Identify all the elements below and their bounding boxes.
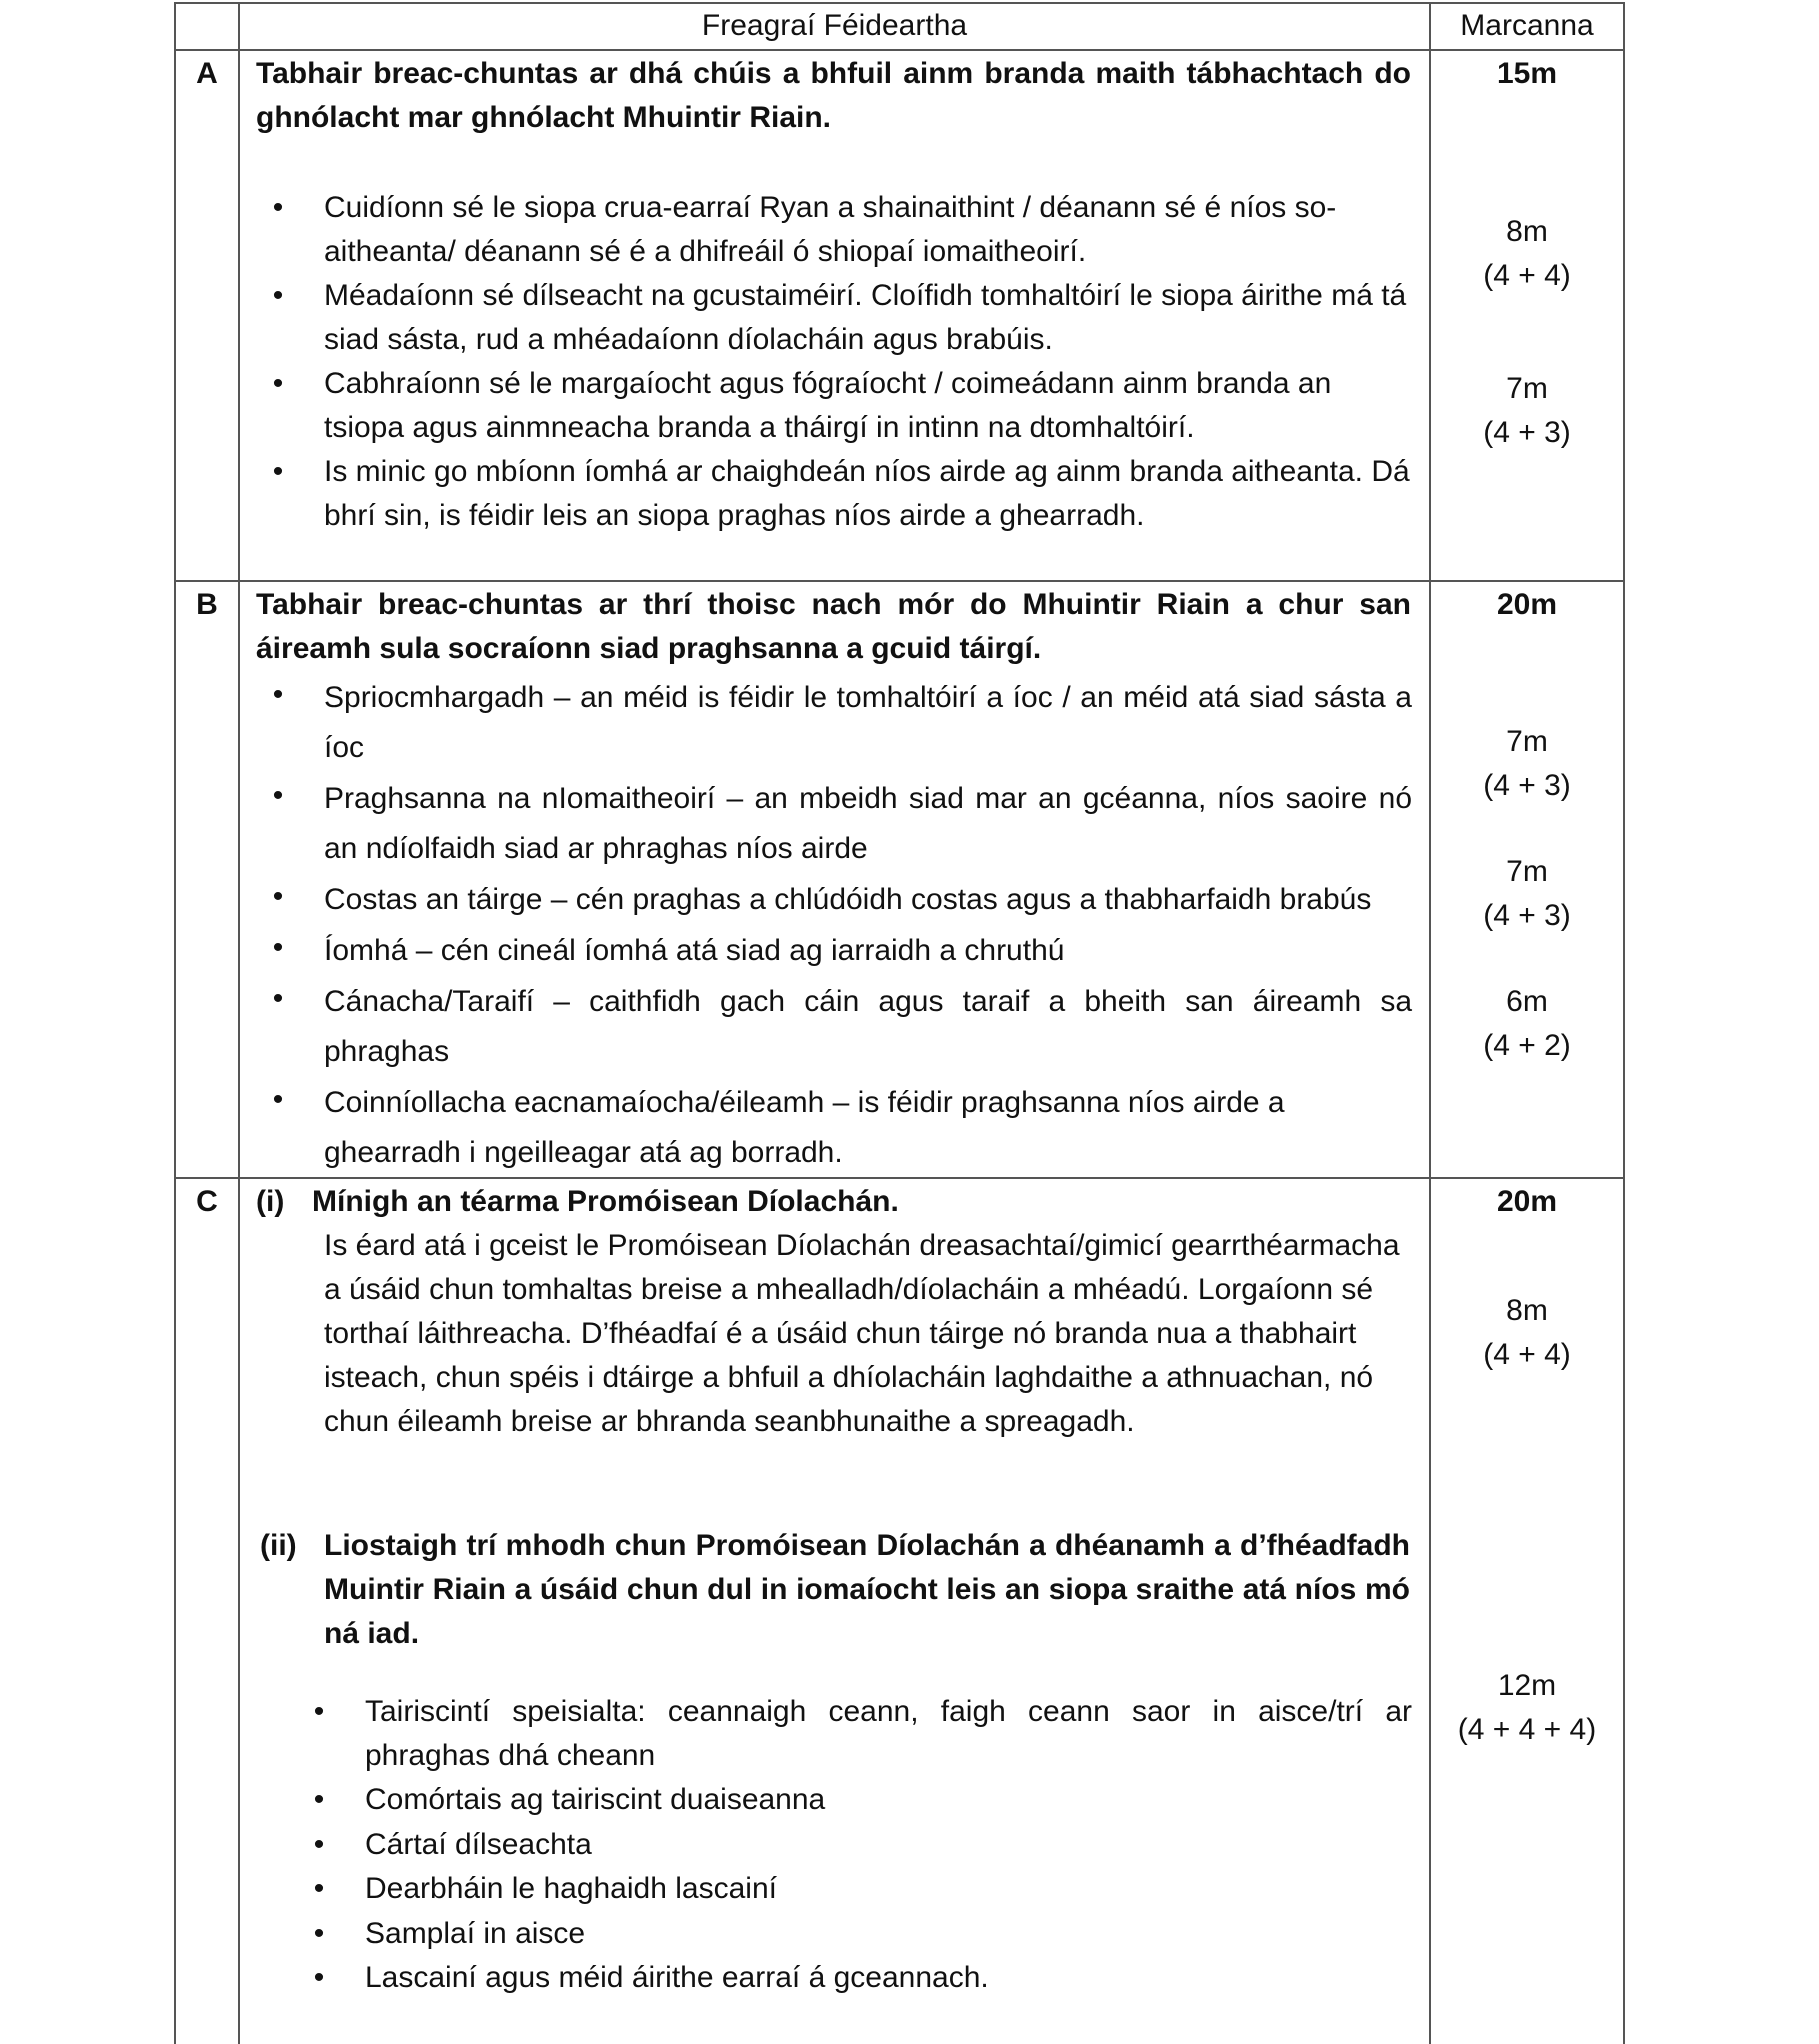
section-c-part2-mark-split: (4 + 4 + 4) [1457, 1713, 1597, 1746]
section-c-part1-label: (i) [256, 1185, 285, 1218]
section-a-mark-split: (4 + 4) [1483, 259, 1571, 292]
bullet-icon: • [272, 880, 284, 913]
bullet-icon: • [272, 367, 284, 400]
bullet-icon: • [272, 191, 284, 224]
section-a-total-marks: 15m [1496, 57, 1558, 90]
letter-column-border [238, 2, 240, 2044]
row-a-border [174, 580, 1624, 582]
section-c-part1-answer: Is éard atá i gceist le Promóisean Díolachán dreasachtaí/gimicí gearrthéarmacha a úsáid chun tomhaltas breise a mhealladh/díolacháin a mhéadú. Lorgaíonn sé torthaí láithreacha. D’fhéadfaí é a úsáid chun táirge nó branda nua a thabhairt isteach, chun spéis i dtáirge a bhfuil a dhíolacháin laghdaithe a athnuachan, nó chun éileamh breise ar bhranda seanbhunaithe a spreagadh. [324, 1229, 1400, 1438]
section-b-bullet: Spriocmhargadh – an méid is féidir le tomhaltóirí a íoc / an méid atá siad sásta a íoc [324, 681, 1412, 764]
section-c-part2-label: (ii) [260, 1529, 297, 1562]
section-a-mark-split: (4 + 3) [1483, 416, 1571, 449]
section-c-letter: C [196, 1185, 218, 1218]
bullet-icon: • [272, 982, 284, 1015]
bullet-icon: • [313, 1917, 325, 1950]
section-b-bullet: Praghsanna na nIomaitheoirí – an mbeidh siad mar an gcéanna, níos saoire nó an ndíolfaidh siad ar phraghas níos airde [324, 782, 1412, 865]
section-c-part2-bullet: Tairiscintí speisialta: ceannaigh ceann, faigh ceann saor in aisce/trí ar phraghas dhá cheann [365, 1695, 1412, 1772]
section-a-question: Tabhair breac-chuntas ar dhá chúis a bhfuil ainm branda maith tábhachtach do ghnólacht mar ghnólacht Mhuintir Riain. [256, 57, 1411, 134]
section-c-total-marks: 20m [1496, 1185, 1558, 1218]
bullet-icon: • [313, 1961, 325, 1994]
header-marks: Marcanna [1460, 9, 1594, 42]
section-c-part1-mark-split: (4 + 4) [1483, 1338, 1571, 1371]
section-a-mark-value: 8m [1506, 215, 1548, 248]
section-c-part2-question: Liostaigh trí mhodh chun Promóisean Díolachán a dhéanamh a d’fhéadfadh Muintir Riain a úsáid chun dul in iomaíocht leis an siopa sraithe atá níos mó ná iad. [324, 1529, 1410, 1650]
section-b-bullet: Costas an táirge – cén praghas a chlúdóidh costas agus a thabharfaidh brabús [324, 883, 1372, 916]
section-b-letter: B [196, 588, 218, 621]
section-b-mark-value: 6m [1506, 985, 1548, 1018]
section-c-part2-bullet: Dearbháin le haghaidh lascainí [365, 1872, 777, 1905]
bullet-icon: • [313, 1783, 325, 1816]
header-row-border [174, 49, 1624, 51]
bullet-icon: • [313, 1695, 325, 1728]
section-b-mark-value: 7m [1506, 725, 1548, 758]
table-left-border [174, 2, 176, 2044]
section-c-part2-bullet: Samplaí in aisce [365, 1917, 586, 1950]
section-c-part1-mark-value: 8m [1506, 1294, 1548, 1327]
section-b-bullet: Cánacha/Taraifí – caithfidh gach cáin agus taraif a bheith san áireamh sa phraghas [324, 985, 1412, 1068]
header-title: Freagraí Féideartha [701, 9, 968, 42]
section-c-part1-question: Mínigh an téarma Promóisean Díolachán. [312, 1185, 899, 1218]
section-b-bullet: Coinníollacha eacnamaíocha/éileamh – is féidir praghsanna níos airde a ghearradh i ngeilleagar atá ag borradh. [324, 1086, 1285, 1169]
bullet-icon: • [272, 678, 284, 711]
bullet-icon: • [272, 779, 284, 812]
section-b-total-marks: 20m [1496, 588, 1558, 621]
section-b-bullet: Íomhá – cén cineál íomhá atá siad ag iarraidh a chruthú [324, 934, 1065, 967]
bullet-icon: • [313, 1872, 325, 1905]
section-c-part2-mark-value: 12m [1497, 1669, 1557, 1702]
bullet-icon: • [272, 931, 284, 964]
section-b-mark-split: (4 + 3) [1483, 899, 1571, 932]
section-a-bullet: Cabhraíonn sé le margaíocht agus fógraíocht / coimeádann ainm branda an tsiopa agus ainmneacha branda a tháirgí in intinn na dtomhaltóirí. [324, 367, 1332, 444]
table-right-border [1623, 2, 1625, 2044]
section-c-part2-bullet: Cártaí dílseachta [365, 1828, 592, 1861]
section-a-bullet: Is minic go mbíonn íomhá ar chaighdeán níos airde ag ainm branda aitheanta. Dá bhrí sin, is féidir leis an siopa praghas níos airde a ghearradh. [324, 455, 1410, 532]
section-c-part2-bullet: Lascainí agus méid áirithe earraí á gceannach. [365, 1961, 989, 1994]
section-c-part2-bullet: Comórtais ag tairiscint duaiseanna [365, 1783, 826, 1816]
section-b-mark-value: 7m [1506, 855, 1548, 888]
section-a-mark-value: 7m [1506, 372, 1548, 405]
section-a-bullet: Méadaíonn sé dílseacht na gcustaiméirí. Cloífidh tomhaltóirí le siopa áirithe má tá siad sásta, rud a mhéadaíonn díolacháin agus brabúis. [324, 279, 1407, 356]
section-b-question: Tabhair breac-chuntas ar thrí thoisc nach mór do Mhuintir Riain a chur san áireamh sula socraíonn siad praghsanna a gcuid táirgí. [256, 588, 1411, 665]
bullet-icon: • [313, 1828, 325, 1861]
bullet-icon: • [272, 1083, 284, 1116]
section-a-letter: A [196, 57, 218, 90]
bullet-icon: • [272, 455, 284, 488]
section-a-bullet: Cuidíonn sé le siopa crua-earraí Ryan a shainaithint / déanann sé é níos so-aitheanta/ déanann sé é a dhifreáil ó shiopaí iomaitheoirí. [324, 191, 1337, 268]
bullet-icon: • [272, 279, 284, 312]
section-b-mark-split: (4 + 3) [1483, 769, 1571, 802]
section-b-mark-split: (4 + 2) [1483, 1029, 1571, 1062]
